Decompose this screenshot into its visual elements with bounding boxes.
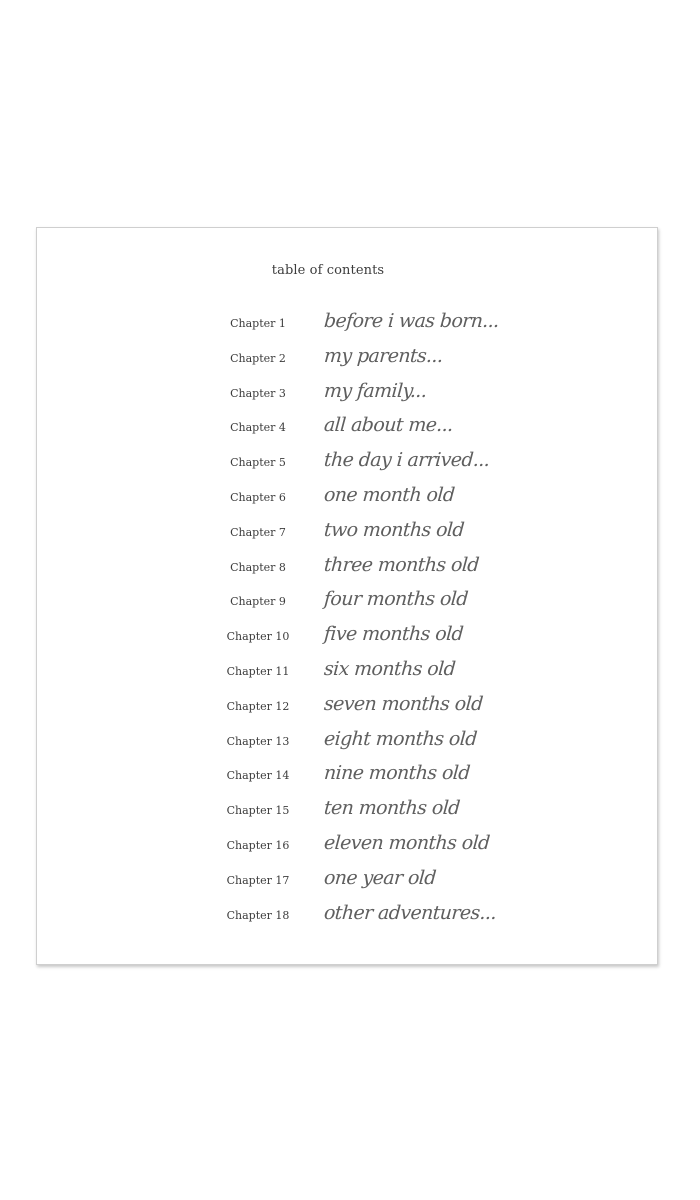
chapter-label: Chapter 18 bbox=[226, 908, 290, 922]
toc-row bbox=[37, 656, 659, 691]
chapter-label: Chapter 3 bbox=[230, 386, 286, 400]
chapter-label: Chapter 4 bbox=[230, 421, 286, 435]
chapter-title: two months old bbox=[323, 518, 465, 541]
toc-row bbox=[37, 760, 659, 795]
chapter-title: before i was born... bbox=[323, 310, 500, 332]
toc-row bbox=[37, 482, 659, 517]
chapter-title: six months old bbox=[323, 657, 456, 680]
chapter-label: Chapter 13 bbox=[226, 734, 290, 748]
toc-row bbox=[37, 308, 659, 343]
toc-row bbox=[37, 552, 659, 587]
toc-row bbox=[37, 621, 659, 656]
chapter-label: Chapter 7 bbox=[230, 525, 286, 539]
chapter-title: five months old bbox=[323, 623, 464, 646]
chapter-title: eleven months old bbox=[323, 831, 491, 854]
chapter-label: Chapter 14 bbox=[226, 769, 290, 783]
toc-list bbox=[37, 308, 659, 934]
chapter-label: Chapter 5 bbox=[230, 456, 286, 470]
toc-row bbox=[37, 900, 659, 935]
toc-row bbox=[37, 726, 659, 761]
toc-row bbox=[37, 343, 659, 378]
chapter-title: four months old bbox=[323, 588, 469, 611]
chapter-label: Chapter 17 bbox=[226, 873, 290, 887]
chapter-title: one month old bbox=[323, 483, 456, 506]
chapter-title: my family... bbox=[323, 379, 428, 402]
toc-row bbox=[37, 412, 659, 447]
toc-row bbox=[37, 830, 659, 865]
chapter-label: Chapter 16 bbox=[226, 838, 290, 852]
chapter-label: Chapter 11 bbox=[226, 664, 290, 678]
chapter-title: all about me... bbox=[323, 414, 454, 437]
chapter-label: Chapter 12 bbox=[226, 699, 290, 713]
chapter-title: other adventures... bbox=[323, 901, 497, 924]
toc-heading: table of contents bbox=[271, 263, 385, 278]
chapter-label: Chapter 10 bbox=[226, 630, 290, 644]
chapter-title: eight months old bbox=[323, 727, 478, 750]
toc-page bbox=[36, 227, 658, 965]
chapter-title: seven months old bbox=[323, 692, 484, 715]
chapter-label: Chapter 8 bbox=[230, 560, 286, 574]
toc-row bbox=[37, 517, 659, 552]
chapter-label: Chapter 2 bbox=[230, 351, 286, 365]
chapter-title: three months old bbox=[323, 553, 480, 576]
toc-row bbox=[37, 795, 659, 830]
toc-row bbox=[37, 691, 659, 726]
toc-row bbox=[37, 865, 659, 900]
chapter-label: Chapter 1 bbox=[230, 317, 286, 330]
chapter-title: ten months old bbox=[323, 797, 461, 820]
toc-row bbox=[37, 447, 659, 482]
chapter-label: Chapter 6 bbox=[230, 490, 286, 504]
chapter-title: nine months old bbox=[323, 762, 471, 785]
chapter-title: the day i arrived... bbox=[323, 449, 491, 472]
chapter-label: Chapter 15 bbox=[226, 804, 290, 818]
toc-row bbox=[37, 586, 659, 621]
chapter-label: Chapter 9 bbox=[230, 595, 286, 609]
chapter-title: one year old bbox=[323, 866, 437, 889]
toc-row bbox=[37, 378, 659, 413]
chapter-title: my parents... bbox=[323, 344, 444, 367]
